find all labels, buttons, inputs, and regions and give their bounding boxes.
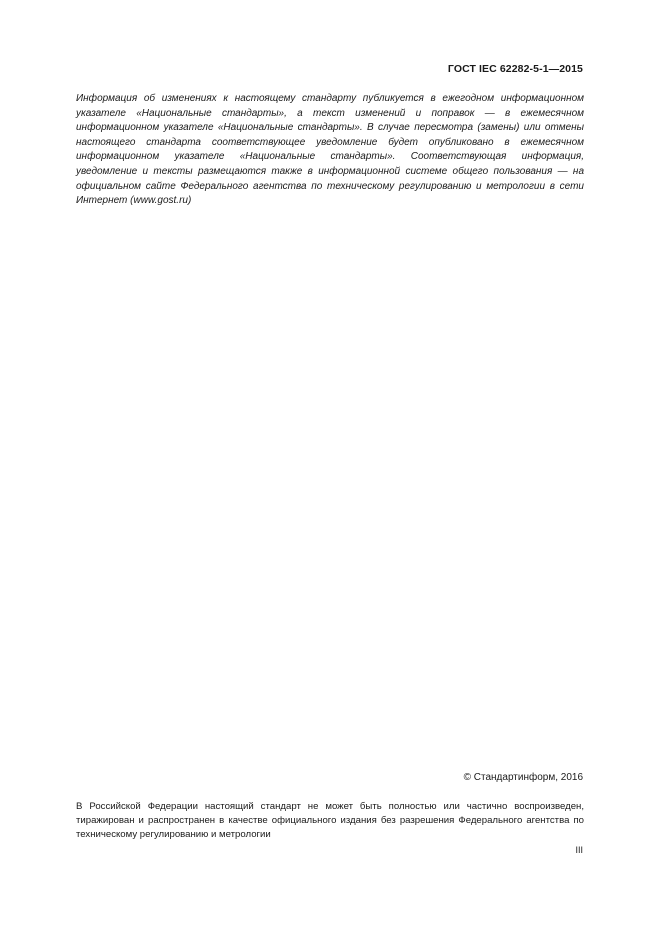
page-number: III bbox=[575, 845, 583, 855]
legal-notice-block bbox=[76, 800, 584, 843]
amendments-info-text: Информация об изменениях к настоящему стандарту публикуется в ежегодном информационном указателе «Национальные стандарты», а текст изменений и поправок — в ежемесячном информационном указателе «Национальные стандарты». В случае пересмотра (замены) или отмены настоящего стандарта соответствующее уведомление будет опубликовано в ежемесячном информационном указателе «Национальные стандарты». Соответствующая информация, уведомление и тексты размещаются также в информационной системе общего пользования — на официальном сайте Федерального агентства по техническому регулированию и метрологии в сети Интернет (www.gost.ru) bbox=[76, 93, 584, 207]
amendments-info-block bbox=[76, 92, 584, 209]
legal-notice-text: В Российской Федерации настоящий стандарт не может быть полностью или частично воспроизведен, тиражирован и распространен в качестве официального издания без разрешения Федерального агентства по техническому регулированию и метрологии bbox=[76, 801, 584, 841]
standard-code-header: ГОСТ IEC 62282-5-1—2015 bbox=[447, 63, 583, 75]
copyright-notice: © Стандартинформ, 2016 bbox=[463, 772, 583, 783]
